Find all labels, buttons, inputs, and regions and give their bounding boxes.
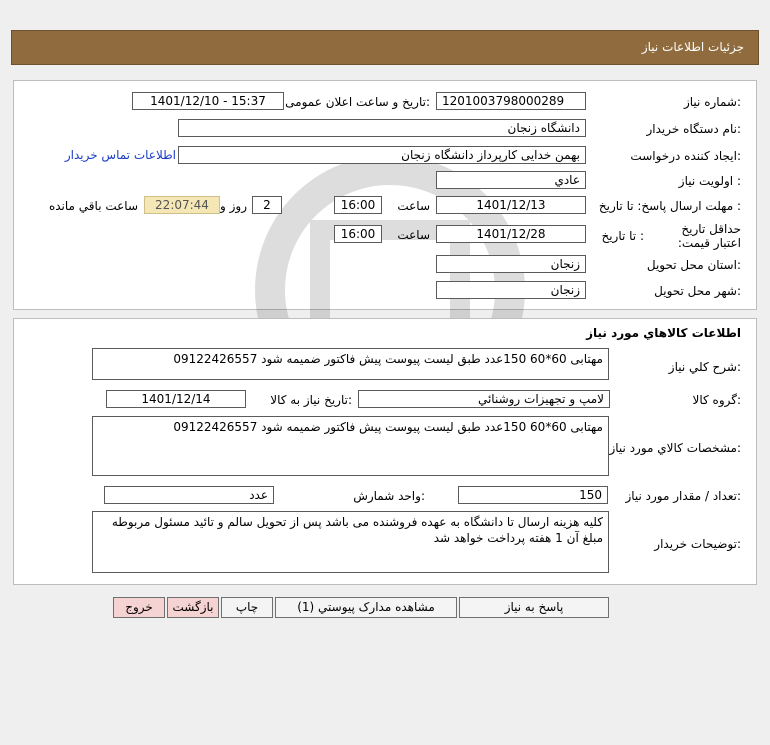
print-button[interactable]: چاپ [221,597,273,618]
requester-field: بهمن خدایی کارپرداز دانشگاه زنجان [178,146,586,164]
province-field: زنجان [436,255,586,273]
buyer-org-field: دانشگاه زنجان [178,119,586,137]
reply-button[interactable]: پاسخ به نياز [459,597,609,618]
reply-time-field: 16:00 [334,196,382,214]
province-label: استان محل تحويل: [646,258,741,272]
requester-label: ایجاد کننده درخواست: [630,149,741,163]
need-number-label: شماره نیاز: [683,95,741,109]
page-header [11,30,759,65]
validity-date-field: 1401/12/28 [436,225,586,243]
group-label: گروه کالا: [692,393,741,407]
announce-datetime-label: تاریخ و ساعت اعلان عمومی: [285,95,430,109]
buyer-contact-link[interactable]: اطلاعات تماس خریدار [64,148,176,162]
spec-label: مشخصات کالاي مورد نياز: [609,441,741,455]
buyer-notes-label: توضيحات خريدار: [654,537,741,551]
validity-until-label: تا تاریخ : [601,229,644,243]
need-date-field: 1401/12/14 [106,390,246,408]
unit-label: واحد شمارش: [353,489,425,503]
remaining-time-field: 22:07:44 [144,196,220,214]
priority-label: اولویت نیاز : [678,174,741,188]
page-title: جزئیات اطلاعات نیاز [641,40,744,54]
remaining-time-label: ساعت باقي مانده [48,199,138,213]
qty-field: 150 [458,486,608,504]
priority-field: عادي [436,171,586,189]
days-label: روز و [220,199,247,213]
spec-field: مهتابی 60*60 150عدد طبق لیست پیوست پیش فاکتور ضمیمه شود 09122426557 [92,416,609,476]
summary-label: شرح کلي نياز: [668,360,741,374]
view-documents-button[interactable]: مشاهده مدارک پيوستي (1) [275,597,457,618]
exit-button[interactable]: خروج [113,597,165,618]
summary-field: مهتابی 60*60 150عدد طبق لیست پیوست پیش فاکتور ضمیمه شود 09122426557 [92,348,609,380]
city-label: شهر محل تحويل: [654,284,741,298]
validity-time-label: ساعت [397,228,430,242]
need-date-label: تاريخ نياز به کالا: [270,393,352,407]
city-field: زنجان [436,281,586,299]
reply-time-label: ساعت [397,199,430,213]
reply-deadline-label: مهلت ارسال پاسخ: تا تاریخ : [598,199,741,213]
buyer-org-label: نام دستگاه خریدار: [646,122,741,136]
need-info-panel [13,80,757,310]
days-remaining-field: 2 [252,196,282,214]
goods-section-title: اطلاعات کالاهاي مورد نياز [586,326,741,340]
announce-datetime-field: 1401/12/10 - 15:37 [132,92,284,110]
unit-field: عدد [104,486,274,504]
reply-date-field: 1401/12/13 [436,196,586,214]
need-number-field: 1201003798000289 [436,92,586,110]
price-validity-label: حداقل تاريخ اعتبار قيمت: [677,222,741,250]
group-field: لامپ و تجهيزات روشنائي [358,390,610,408]
validity-time-field: 16:00 [334,225,382,243]
buyer-notes-field: کلیه هزینه ارسال تا دانشگاه به عهده فروشنده می باشد پس از تحویل سالم و تائید مسئول مربوطه مبلغ آن 1 هفته پرداخت خواهد شد [92,511,609,573]
back-button[interactable]: بازگشت [167,597,219,618]
qty-label: تعداد / مقدار مورد نیاز: [625,489,741,503]
